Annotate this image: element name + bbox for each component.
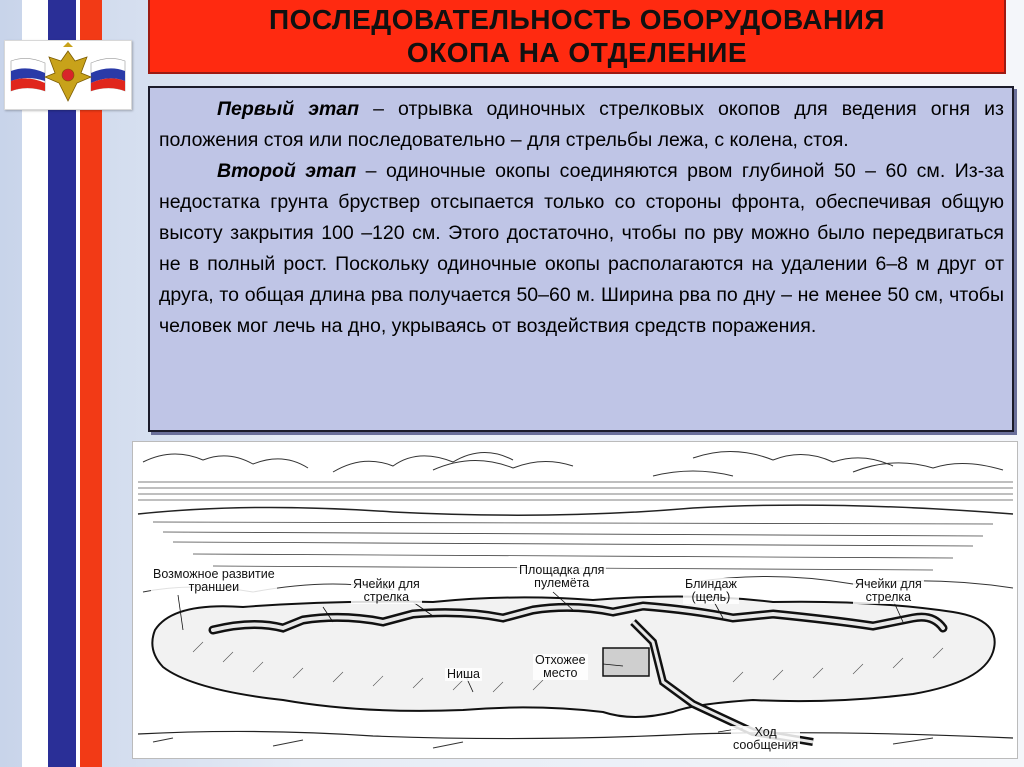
paragraph-stage-1 [159, 94, 1004, 156]
slide-title-line-2: ОКОПА НА ОТДЕЛЕНИЕ [406, 37, 748, 68]
label-rifle-cells-left: Ячейки для стрелка [353, 577, 420, 604]
paragraph-stage-2 [159, 156, 1004, 342]
description-text-box [148, 86, 1014, 432]
stage-2-text: – одиночные окопы соединяются рвом глубиной 50 – 60 см. Из-за недостатка грунта бруствер отсыпается только со стороны фронта, обеспечивая общую высоту закрытия 100 –120 см. Этого достаточно, чтобы по рву можно было передвигаться не в полный рост. Поскольку одиночные окопы располагаются на удалении 6–8 м друг от друга, то общая длина рва получается 50–60 м. Ширина рва по дну – не менее 50 см, чтобы человек мог лечь на дно, укрываясь от воздействия средств поражения. [159, 160, 1004, 337]
label-dugout: Блиндаж (щель) [685, 577, 737, 604]
label-latrine: Отхожее место [535, 653, 586, 680]
flag-stripe-white [22, 0, 48, 767]
flag-stripe-red [80, 0, 102, 767]
label-trench-development: Возможное развитие траншеи [153, 567, 275, 594]
stage-1-text: – отрывка одиночных стрелковых окопов для ведения огня из положения стоя или последовательно – для стрельбы лежа, с колена, стоя. [159, 98, 1004, 151]
russian-army-emblem-icon [4, 40, 132, 110]
label-niche: Ниша [447, 667, 480, 681]
trench-illustration [132, 441, 1018, 759]
stage-1-heading: Первый этап [217, 98, 360, 120]
label-machine-gun-platform: Площадка для пулемёта [519, 563, 605, 590]
label-communication-trench: Ход сообщения [733, 725, 799, 752]
label-rifle-cells-right: Ячейки для стрелка [855, 577, 922, 604]
slide-title-line-1: ПОСЛЕДОВАТЕЛЬНОСТЬ ОБОРУДОВАНИЯ [269, 4, 885, 35]
slide-title-banner [148, 0, 1006, 74]
flag-stripe-blue [48, 0, 76, 767]
stage-2-heading: Второй этап [217, 160, 357, 182]
